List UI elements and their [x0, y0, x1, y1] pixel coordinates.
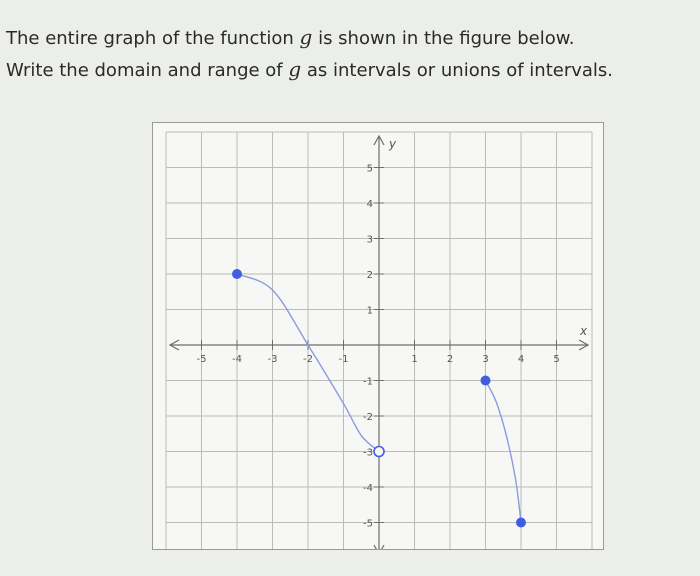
y-axis-label: y [389, 137, 397, 151]
x-axis-label: x [580, 324, 588, 338]
x-tick-label: -5 [196, 354, 207, 365]
y-tick-label: 5 [366, 163, 373, 175]
x-tick-label: 2 [446, 354, 454, 365]
x-tick-label: -1 [338, 354, 349, 365]
x-tick-label: 4 [517, 354, 525, 365]
x-tick-label: 1 [411, 354, 418, 365]
y-tick-label: 3 [366, 234, 373, 246]
question-line-1-end: is shown in the figure below. [312, 28, 575, 49]
closed-endpoint [232, 269, 242, 279]
question-line-1 [6, 22, 696, 54]
x-tick-label: -4 [232, 354, 242, 365]
x-tick-label: 5 [553, 354, 560, 365]
function-name: g [299, 25, 313, 49]
function-name-2: g [288, 57, 302, 81]
function-graph [153, 123, 603, 549]
x-tick-label: 3 [482, 354, 489, 365]
x-tick-label: -2 [303, 354, 313, 365]
question-line-2 [6, 54, 696, 86]
question-line-2-start: Write the domain and range of [6, 60, 289, 81]
y-tick-label: -1 [363, 376, 373, 388]
x-tick-label: -3 [267, 354, 278, 365]
question-line-2-end: as intervals or unions of intervals. [301, 60, 614, 81]
closed-endpoint [481, 376, 491, 386]
y-tick-label: -2 [363, 412, 373, 423]
y-tick-label: -3 [363, 447, 373, 459]
question-line-1-start: The entire graph of the function [6, 28, 300, 49]
question-text [6, 22, 696, 86]
graph-figure [152, 122, 604, 550]
y-tick-label: 2 [366, 270, 373, 281]
closed-endpoint [516, 518, 526, 528]
y-tick-label: -4 [363, 483, 373, 494]
y-tick-label: -5 [363, 518, 373, 530]
open-endpoint [374, 447, 384, 457]
y-tick-label: 4 [366, 199, 373, 210]
y-tick-label: 1 [366, 305, 373, 317]
